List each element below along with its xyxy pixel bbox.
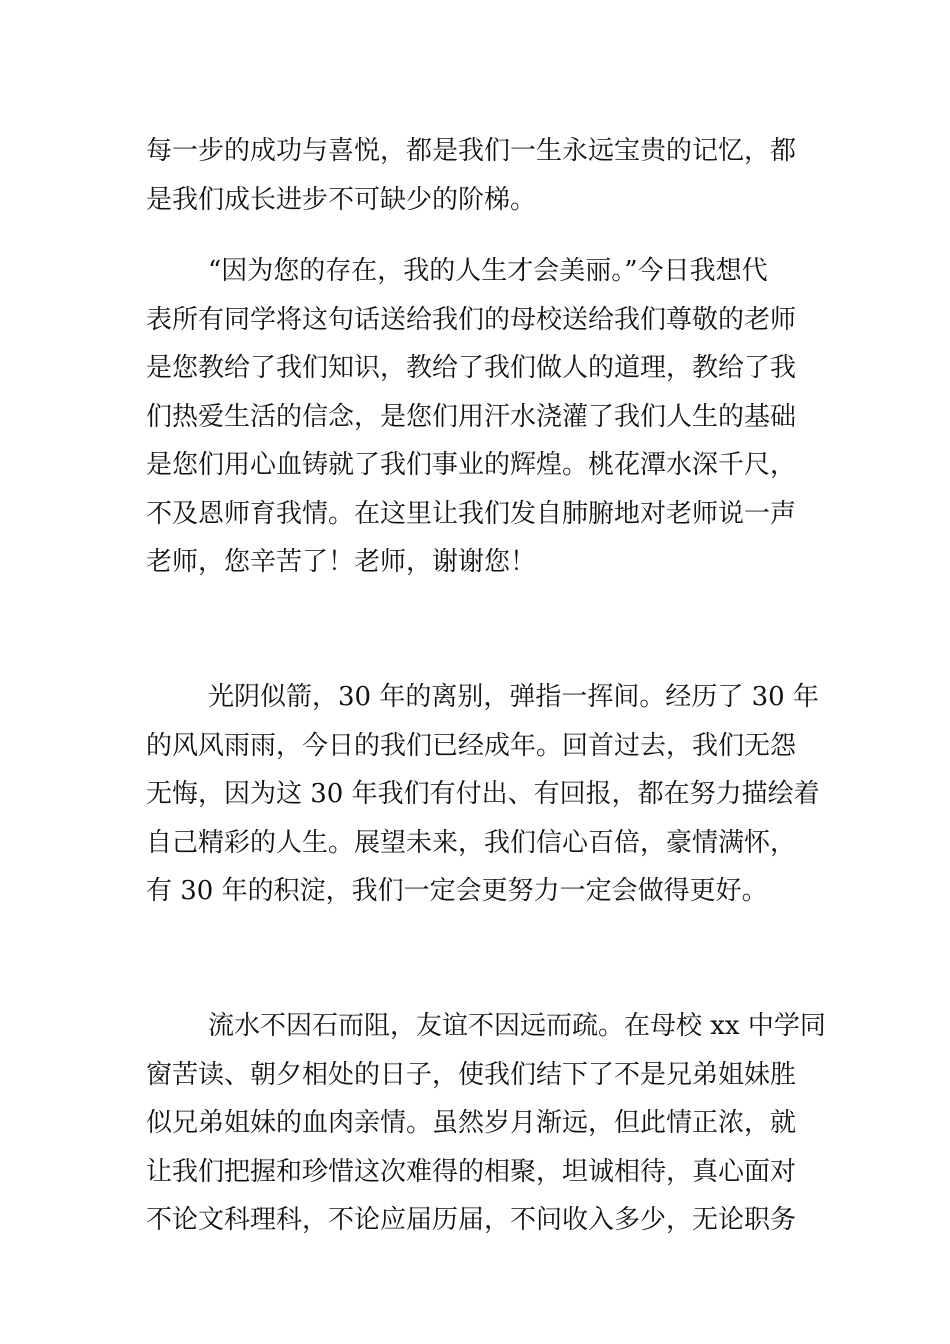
paragraph-1 — [146, 127, 808, 224]
paragraph-line: 无悔，因为这 30 年我们有付出、有回报，都在努力描绘着 — [146, 779, 820, 809]
paragraph-line: 自己精彩的人生。展望未来，我们信心百倍，豪情满怀， — [146, 827, 797, 858]
paragraph-line: 表所有同学将这句话送给我们的母校送给我们尊敬的老师 — [146, 304, 797, 335]
paragraph-3 — [146, 673, 820, 916]
paragraph-line: 的风风雨雨，今日的我们已经成年。回首过去，我们无怨 — [146, 730, 797, 761]
paragraph-line: 不及恩师育我情。在这里让我们发自肺腑地对老师说一声 — [146, 498, 797, 529]
paragraph-line: 是我们成长进步不可缺少的阶梯。 — [146, 184, 537, 215]
paragraph-line: 每一步的成功与喜悦，都是我们一生永远宝贵的记忆，都 — [146, 136, 797, 166]
paragraph-4 — [146, 1002, 826, 1245]
paragraph-line: 有 30 年的积淀，我们一定会更努力一定会做得更好。 — [146, 876, 768, 906]
paragraph-first-line: 流水不因石而阻，友谊不因远而疏。在母校 xx 中学同 — [208, 1011, 826, 1041]
paragraph-first-line: 光阴似箭，30 年的离别，弹指一挥间。经历了 30 年 — [208, 682, 819, 712]
paragraph-line: 似兄弟姐妹的血肉亲情。虽然岁月渐远，但此情正浓，就 — [146, 1108, 797, 1138]
paragraph-line: 们热爱生活的信念，是您们用汗水浇灌了我们人生的基础 — [146, 401, 797, 432]
paragraph-2 — [146, 247, 808, 587]
paragraph-line: 窗苦读、朝夕相处的日子，使我们结下了不是兄弟姐妹胜 — [146, 1059, 797, 1090]
paragraph-line: 是您教给了我们知识，教给了我们做人的道理，教给了我 — [146, 353, 797, 383]
paragraph-line: 老师，您辛苦了！老师，谢谢您！ — [146, 547, 537, 577]
paragraph-first-line: “因为您的存在，我的人生才会美丽。”今日我想代 — [208, 256, 768, 286]
paragraph-line: 不论文科理科，不论应届历届，不问收入多少，无论职务 — [146, 1205, 797, 1235]
paragraph-line: 是您们用心血铸就了我们事业的辉煌。桃花潭水深千尺， — [146, 450, 797, 480]
paragraph-line: 让我们把握和珍惜这次难得的相聚，坦诚相待，真心面对 — [146, 1156, 797, 1187]
